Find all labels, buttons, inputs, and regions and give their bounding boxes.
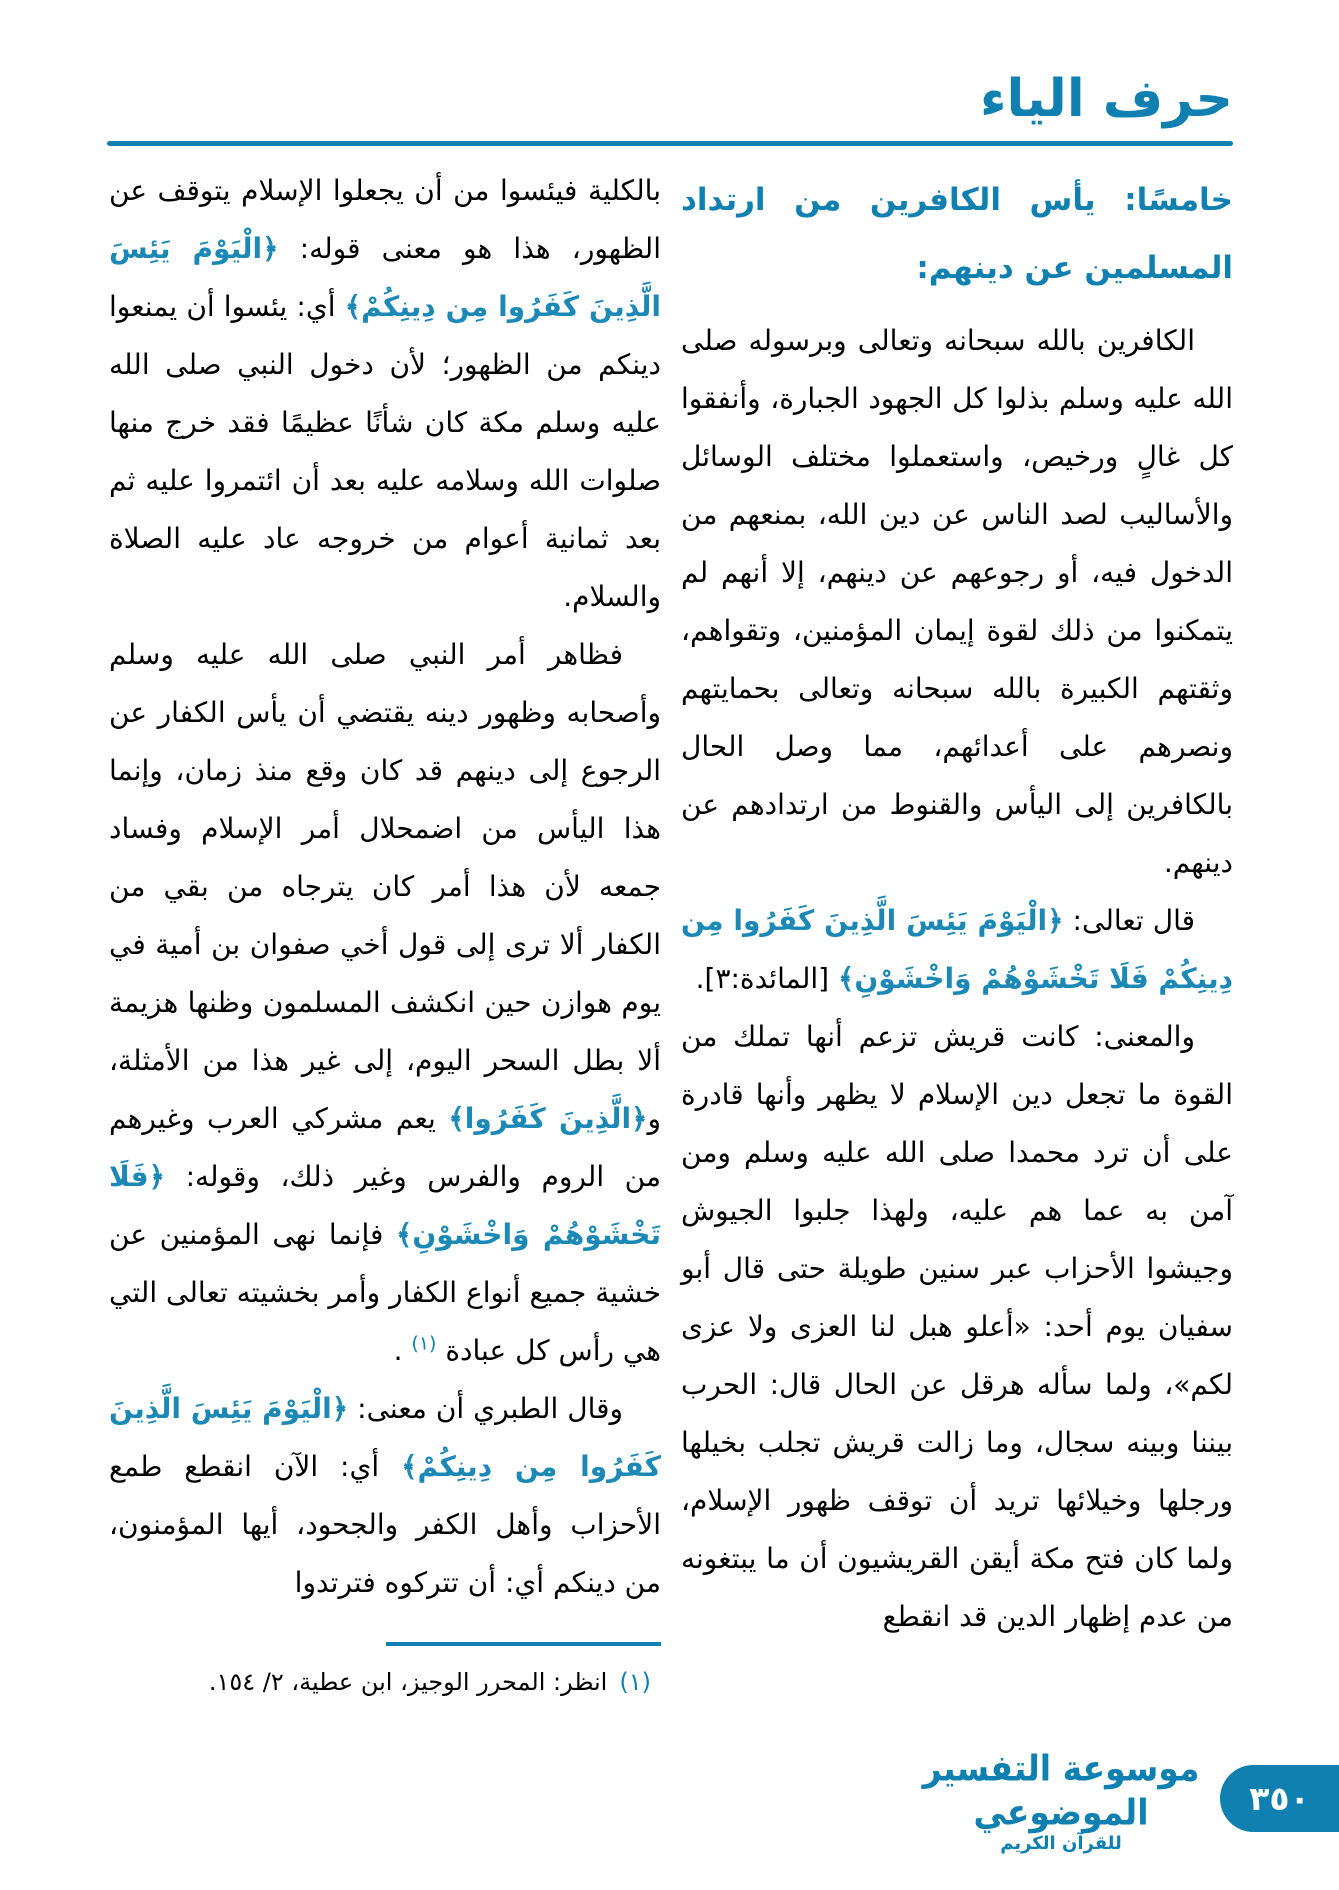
paragraph xyxy=(681,312,1233,892)
column-left xyxy=(109,162,661,1703)
column-right-paragraphs xyxy=(681,312,1233,1646)
paragraph xyxy=(681,1008,1233,1646)
column-left-paragraphs xyxy=(109,162,661,1612)
body-text: بالكلية فيئسوا من أن يجعلوا الإسلام يتوقف عن الظهور، هذا هو معنى قوله: xyxy=(109,173,661,265)
quran-verse: ﴿الْيَوْمَ يَئِسَ الَّذِينَ كَفَرُوا مِن دِينِكُمْ فَلَا تَخْشَوْهُمْ وَاخْشَوْنِ﴾ xyxy=(681,903,1233,995)
page-number-badge xyxy=(1220,1765,1339,1832)
paragraph xyxy=(681,892,1233,1008)
footnote-ref: (١) xyxy=(411,1332,437,1355)
body-text: . xyxy=(393,1333,412,1367)
paragraph xyxy=(109,626,661,1380)
chapter-title: حرف الياء xyxy=(979,69,1233,129)
paragraph xyxy=(109,1380,661,1612)
page-header xyxy=(0,0,1339,146)
quran-verse: ﴿الْيَوْمَ يَئِسَ الَّذِينَ كَفَرُوا مِن دِينِكُمْ﴾ xyxy=(109,231,661,323)
footnote-text: انظر: المحرر الوجيز، ابن عطية، ٢/ ١٥٤. xyxy=(208,1667,608,1696)
publisher-logo xyxy=(911,1746,1211,1855)
body-text: يعم مشركي العرب وغيرهم من الروم والفرس وغير ذلك، وقوله: xyxy=(109,1101,661,1193)
footnote-rule xyxy=(386,1642,661,1646)
paragraph xyxy=(109,162,661,626)
quran-verse: ﴿الَّذِينَ كَفَرُوا﴾ xyxy=(448,1101,648,1135)
body-text: فإنما نهى المؤمنين عن خشية جميع أنواع الكفار وأمر بخشيته تعالى التي هي رأس كل عبادة xyxy=(109,1217,661,1367)
quran-verse: ﴿الْيَوْمَ يَئِسَ الَّذِينَ كَفَرُوا مِن دِينِكُمْ﴾ xyxy=(109,1391,661,1483)
logo-title: موسوعة التفسير الموضوعي xyxy=(922,1746,1200,1833)
footnote-area xyxy=(109,1642,661,1703)
section-heading: خامسًا: يأس الكافرين من ارتداد المسلمين عن دينهم: xyxy=(681,181,1233,286)
body-text: فظاهر أمر النبي صلى الله عليه وسلم وأصحابه وظهور دينه يقتضي أن يأس الكفار عن الرجوع إلى دينهم قد كان وقع منذ زمان، وإنما هذا اليأس من اضمحلال أمر الإسلام وفساد جمعه لأن هذا أمر كان يترجاه من بقي من الكفار ألا ترى إلى قول أخي صفوان بن أمية في يوم هوازن حين انكشف المسلمون وظنها هزيمة ألا بطل السحر اليوم، إلى غير هذا من الأمثلة، و xyxy=(109,637,661,1135)
body-text: [المائدة:٣]. xyxy=(695,961,838,995)
quran-verse: ﴿فَلَا تَخْشَوْهُمْ وَاخْشَوْنِ﴾ xyxy=(109,1159,661,1251)
footnote-marker: (١) xyxy=(619,1667,651,1696)
footnote xyxy=(109,1662,651,1703)
page-content xyxy=(0,146,1339,1703)
page-number: ٣٥٠ xyxy=(1249,1779,1310,1818)
logo-subtitle: للقرآن الكريم xyxy=(1000,1833,1122,1854)
body-text: وقال الطبري أن معنى: xyxy=(348,1391,624,1425)
body-text: أي: يئسوا أن يمنعوا دينكم من الظهور؛ لأن دخول النبي صلى الله عليه وسلم مكة كان شأنًا عظيمًا فقد خرج منها صلوات الله وسلامه عليه بعد أن ائتمروا عليه ثم بعد ثمانية أعوام من خروجه عاد عليه الصلاة والسلام. xyxy=(109,289,661,613)
body-text: أي: الآن انقطع طمع الأحزاب وأهل الكفر والجحود، أيها المؤمنون، من دينكم أي: أن تتركوه فترتدوا xyxy=(109,1449,661,1599)
body-text: والمعنى: كانت قريش تزعم أنها تملك من القوة ما تجعل دين الإسلام لا يظهر وأنها قادرة على أن ترد محمدا صلى الله عليه وسلم ومن آمن به عما هم عليه، ولهذا جلبوا الجيوش وجيشوا الأحزاب عبر سنين طويلة حتى قال أبو سفيان يوم أحد: «أعلو هبل لنا العزى ولا عزى لكم»، ولما سأله هرقل عن الحال قال: الحرب بيننا وبينه سجال، وما زالت قريش تجلب بخيلها ورجلها وخيلائها تريد أن توقف ظهور الإسلام، ولما كان فتح مكة أيقن القريشيون أن ما يبتغونه من عدم إظهار الدين قد انقطع xyxy=(681,1019,1233,1633)
column-right xyxy=(681,162,1233,1646)
body-text: قال تعالى: xyxy=(1063,903,1195,937)
body-text: الكافرين بالله سبحانه وتعالى وبرسوله صلى الله عليه وسلم بذلوا كل الجهود الجبارة، وأنفقوا كل غالٍ ورخيص، واستعملوا مختلف الوسائل والأساليب لصد الناس عن دين الله، بمنعهم من الدخول فيه، أو رجوعهم عن دينهم، إلا أنهم لم يتمكنوا من ذلك لقوة إيمان المؤمنين، وتقواهم، وثقتهم الكبيرة بالله سبحانه وتعالى بحمايتهم ونصرهم على أعدائهم، مما وصل الحال بالكافرين إلى اليأس والقنوط من ارتدادهم عن دينهم. xyxy=(681,323,1233,879)
